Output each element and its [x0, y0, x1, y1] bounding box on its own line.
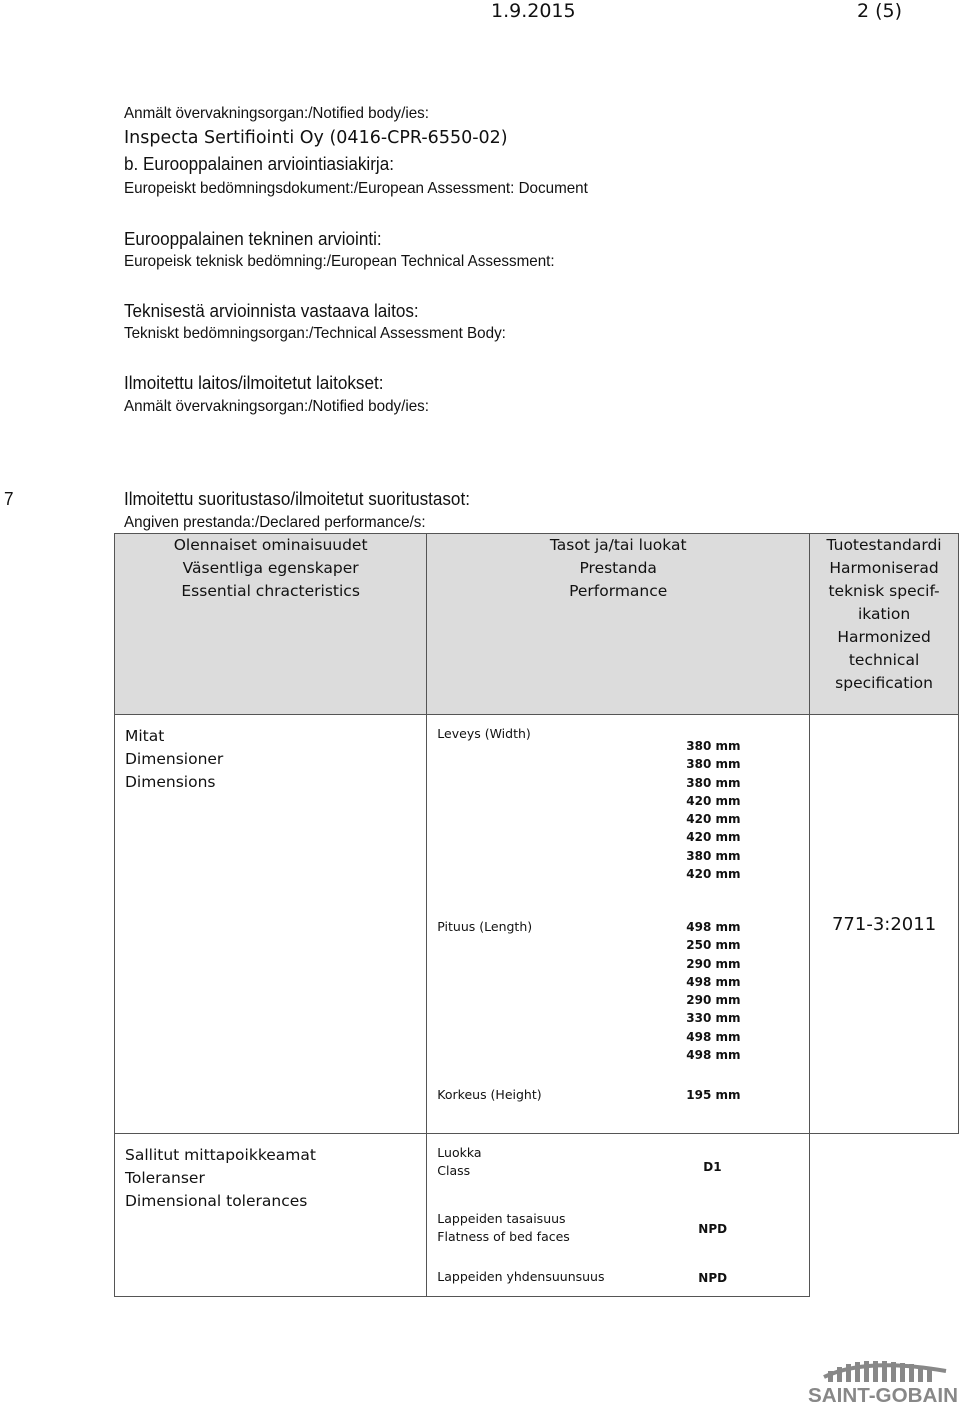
header-date: 1.9.2015: [491, 0, 576, 22]
table-header-row: [115, 534, 959, 715]
width-value: 420 mm: [686, 793, 741, 808]
header-text: Prestanda: [579, 559, 657, 577]
header-text: technical: [848, 651, 920, 669]
section-number: 7: [4, 489, 14, 509]
class-label: [437, 1144, 481, 1180]
eta-sv-en: Europeisk teknisk bedömning:/European Technical Assessment:: [124, 253, 555, 270]
property-text: Toleranser: [125, 1169, 205, 1187]
section-title-fi: Ilmoitettu suoritustaso/ilmoitetut suoritustasot:: [124, 489, 470, 509]
property-text: Sallitut mittapoikkeamat: [125, 1146, 316, 1164]
nb-sv-en: Anmält övervakningsorgan:/Notified body/ies:: [124, 398, 430, 415]
length-label: Pituus (Length): [437, 919, 533, 934]
eta-fi: Eurooppalainen tekninen arviointi:: [124, 229, 382, 249]
property-text: Dimensioner: [125, 750, 224, 768]
width-values: [686, 737, 740, 883]
height-value: 195 mm: [686, 1088, 741, 1102]
length-value: 498 mm: [686, 1048, 741, 1063]
header-text: Väsentliga egenskaper: [182, 559, 359, 577]
class-value: D1: [703, 1160, 722, 1174]
flatness-value: NPD: [698, 1222, 728, 1236]
length-values: [686, 918, 740, 1064]
header-performance: [427, 534, 810, 715]
tab-sv-en: Tekniskt bedömningsorgan:/Technical Assessment Body:: [124, 325, 506, 342]
class-label-fi: Luokka: [437, 1145, 482, 1160]
header-text: Harmonized: [837, 628, 931, 646]
property-text: Dimensional tolerances: [125, 1192, 308, 1210]
tolerances-values-cell: [427, 1134, 810, 1297]
table-row-dimensions: [115, 715, 959, 1134]
width-value: 380 mm: [686, 757, 741, 772]
width-value: 420 mm: [686, 830, 741, 845]
table-row-tolerances: [115, 1134, 959, 1297]
header-text: Essential chracteristics: [181, 582, 360, 600]
flatness-label-en: Flatness of bed faces: [437, 1229, 570, 1244]
header-harmonized-specification: [810, 534, 959, 715]
width-value: 380 mm: [686, 848, 741, 863]
header-page-number: 2 (5): [857, 0, 903, 22]
property-text: Mitat: [125, 727, 165, 745]
property-dimensions: [115, 715, 427, 1134]
notified-body-label: Anmält övervakningsorgan:/Notified body/ies:: [124, 105, 430, 122]
header-text: Olennaiset ominaisuudet: [173, 536, 368, 554]
length-value: 290 mm: [686, 993, 741, 1008]
declared-performance-table: [114, 533, 959, 1297]
header-text: Harmoniserad: [829, 559, 939, 577]
saint-gobain-logo: [806, 1357, 960, 1405]
width-value: 420 mm: [686, 812, 741, 827]
header-text: Tasot ja/tai luokat: [549, 536, 687, 554]
header-text: specification: [835, 674, 933, 692]
length-value: 498 mm: [686, 1029, 741, 1044]
length-value: 330 mm: [686, 1011, 741, 1026]
class-label-en: Class: [437, 1163, 471, 1178]
length-value: 498 mm: [686, 920, 741, 934]
header-text: Performance: [569, 582, 668, 600]
tab-fi: Teknisestä arvioinnista vastaava laitos:: [124, 301, 419, 321]
header-text: Tuotestandardi: [826, 536, 942, 554]
flatness-label-fi: Lappeiden tasaisuus: [437, 1211, 566, 1226]
length-value: 498 mm: [686, 974, 741, 989]
b-prefix: b.: [124, 154, 139, 174]
height-label: Korkeus (Height): [437, 1087, 542, 1102]
ead-sv-en: Europeiskt bedömningsdokument:/European Assessment: Document: [124, 180, 588, 197]
notified-body-value: Inspecta Sertifiointi Oy (0416-CPR-6550-02): [124, 128, 508, 148]
ead-fi: Eurooppalainen arviointiasiakirja:: [143, 154, 394, 174]
logo-text: SAINT-GOBAIN: [808, 1385, 958, 1405]
property-text: Dimensions: [125, 773, 216, 791]
property-tolerances: [115, 1134, 427, 1297]
ead-heading: [124, 154, 394, 175]
dimensions-values-cell: [427, 715, 810, 1134]
header-essential-characteristics: [115, 534, 427, 715]
flatness-label: [437, 1210, 570, 1246]
width-value: 380 mm: [686, 739, 741, 753]
parallel-value: NPD: [698, 1271, 728, 1285]
section-title-sv-en: Angiven prestanda:/Declared performance/s:: [124, 514, 426, 531]
harmonized-standard: 771-3:2011: [810, 715, 959, 1134]
header-text: teknisk specif-: [828, 582, 940, 600]
width-label: Leveys (Width): [437, 726, 531, 741]
empty-standard-cell: [810, 1134, 959, 1297]
nb-fi: Ilmoitettu laitos/ilmoitetut laitokset:: [124, 373, 384, 393]
width-value: 420 mm: [686, 867, 741, 882]
parallel-label: Lappeiden yhdensuunsuus: [437, 1269, 605, 1284]
length-value: 290 mm: [686, 956, 741, 971]
width-value: 380 mm: [686, 775, 741, 790]
length-value: 250 mm: [686, 938, 741, 953]
saint-gobain-emblem-icon: [806, 1357, 960, 1405]
header-text: ikation: [857, 605, 911, 623]
